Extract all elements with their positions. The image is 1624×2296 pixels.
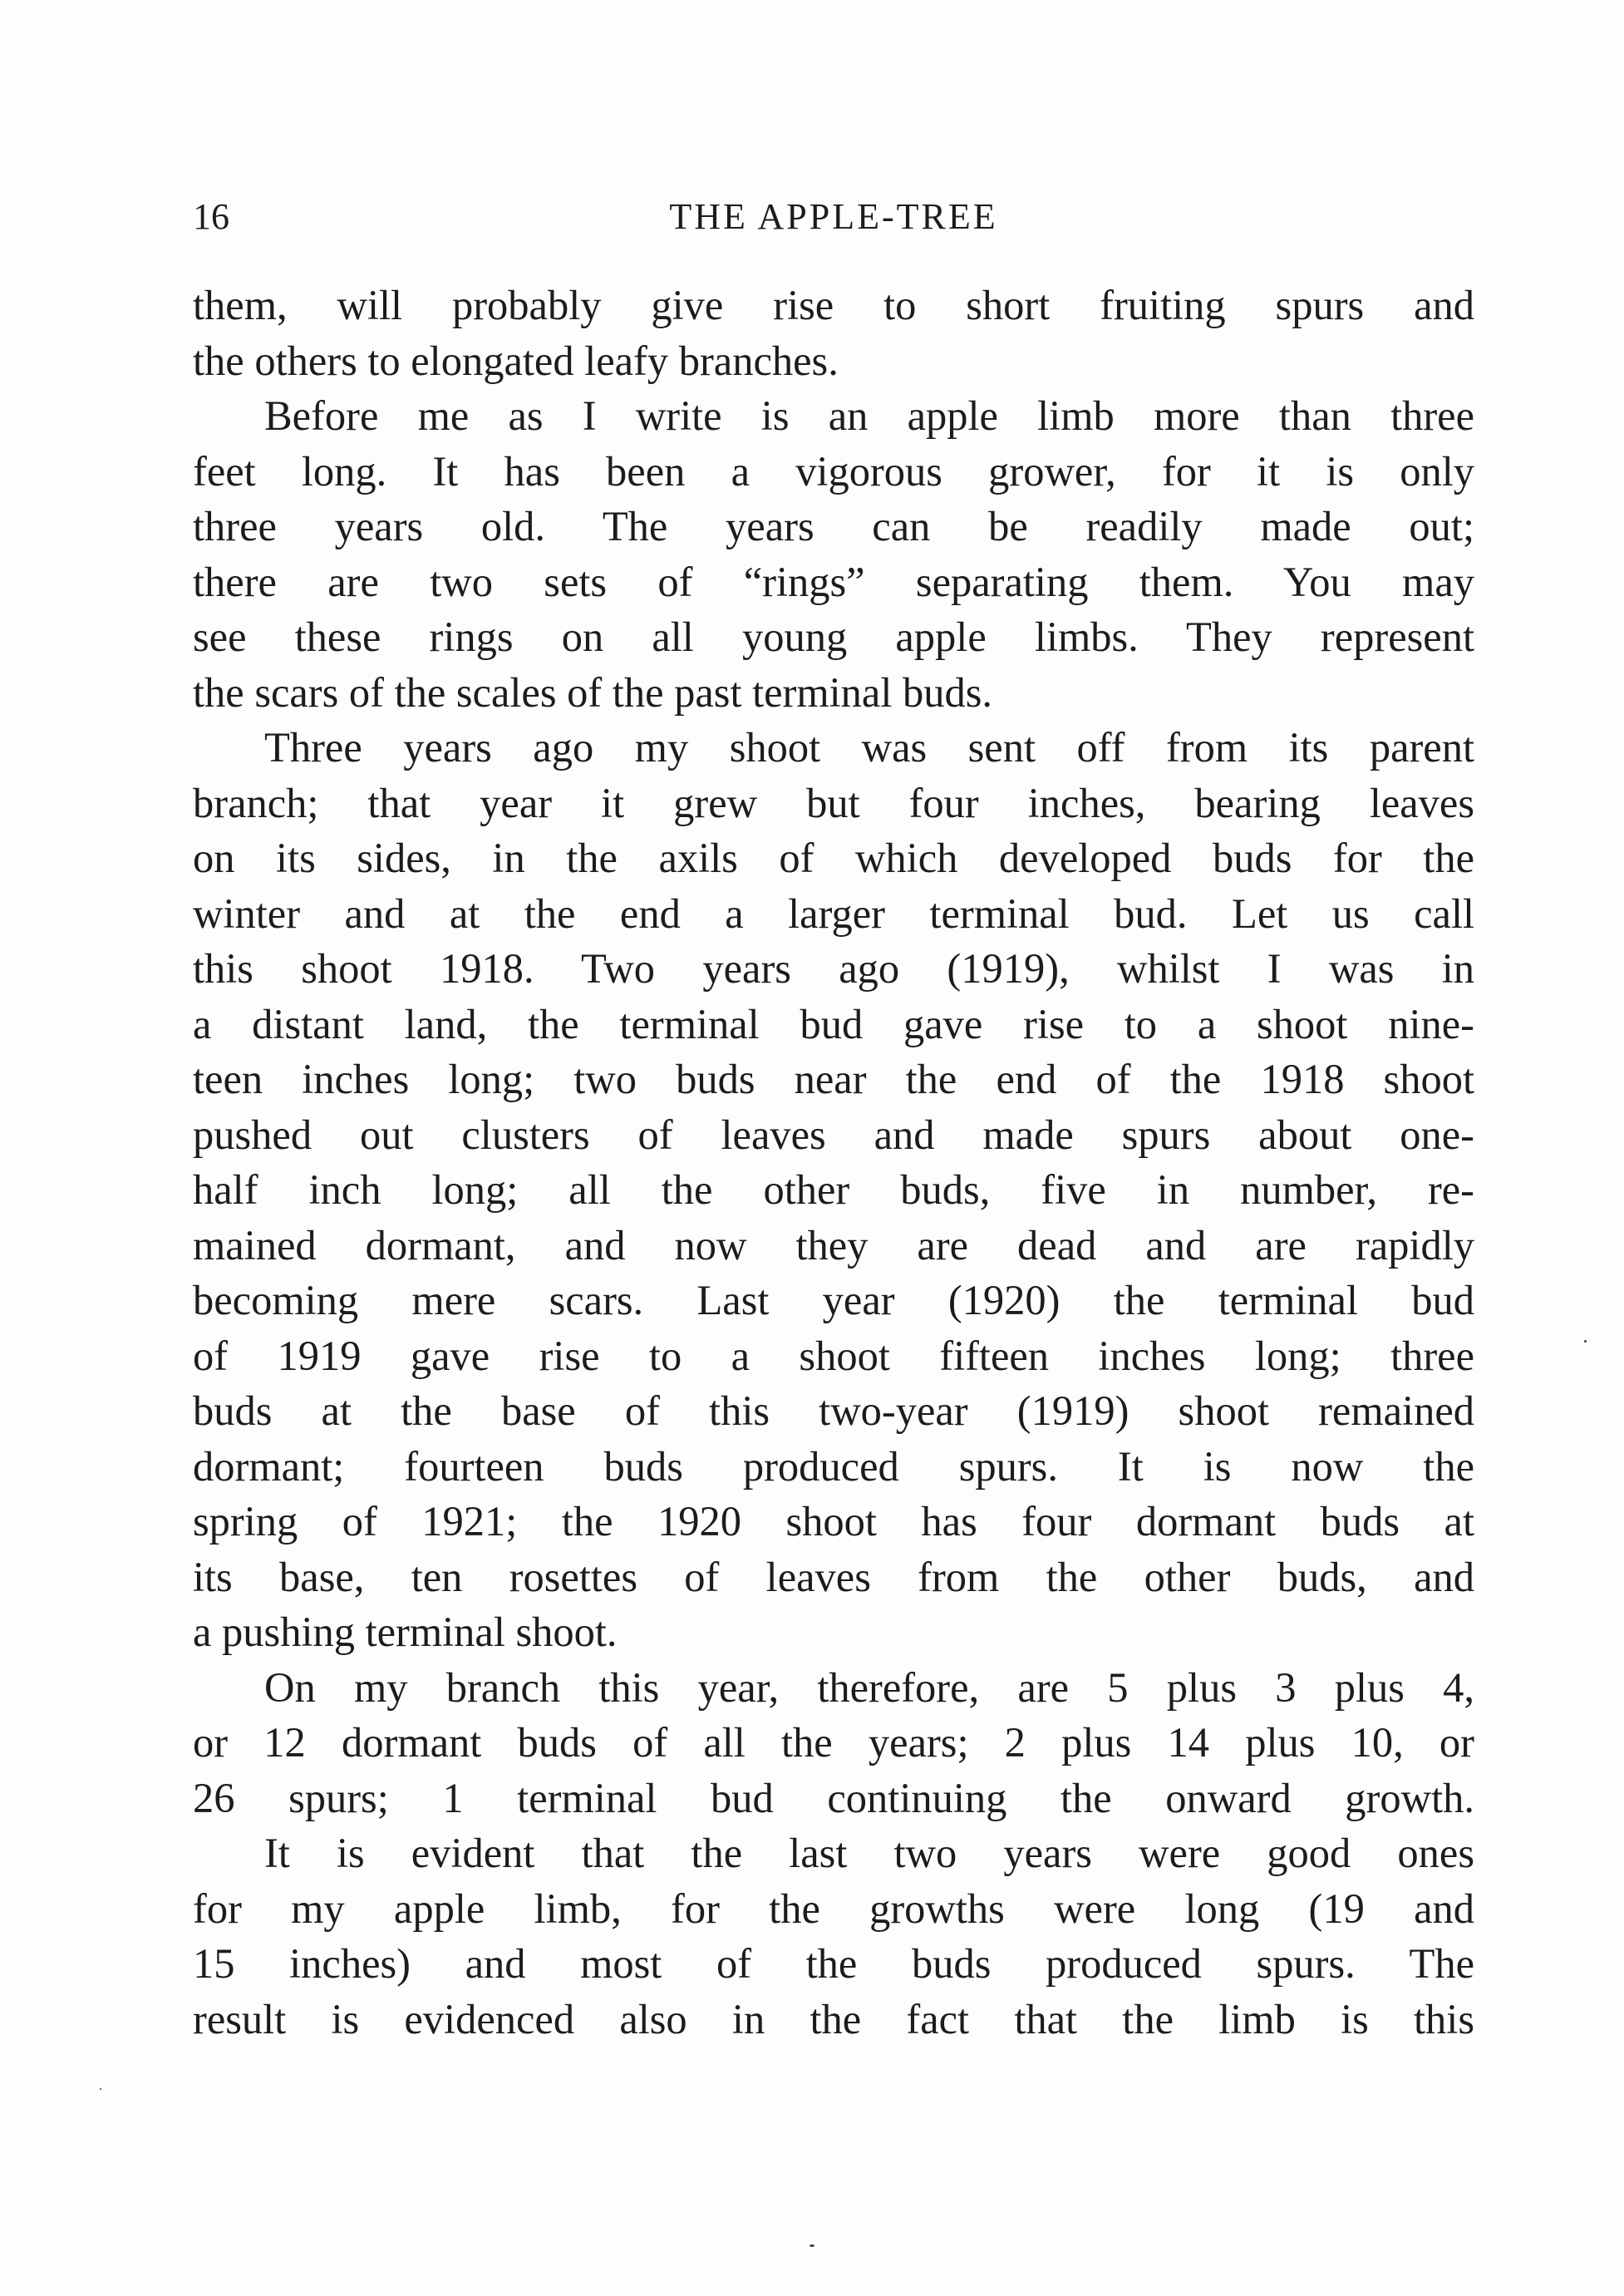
running-title: THE APPLE-TREE xyxy=(669,196,998,237)
text-line: them, will probably give rise to short fruiting spurs and xyxy=(193,282,1474,328)
text-line: a distant land, the terminal bud gave rise to a shoot nine- xyxy=(193,1000,1474,1047)
text-line: this shoot 1918. Two years ago (1919), whilst I was in xyxy=(193,945,1474,992)
text-line: the others to elongated leafy branches. xyxy=(193,337,839,384)
paragraph-bud-count xyxy=(193,1660,1474,1826)
text-line: It is evident that the last two years were good ones xyxy=(264,1830,1474,1876)
text-line: half inch long; all the other buds, five in number, re- xyxy=(193,1166,1474,1213)
text-line: 26 spurs; 1 terminal bud continuing the onward growth. xyxy=(193,1774,1474,1821)
scan-speck xyxy=(100,2088,101,2090)
text-line: buds at the base of this two-year (1919) shoot remained xyxy=(193,1387,1474,1434)
text-line: feet long. It has been a vigorous grower, for it is only xyxy=(193,447,1474,495)
text-line: the scars of the scales of the past terminal buds. xyxy=(193,668,993,716)
text-line: see these rings on all young apple limbs. They represent xyxy=(193,613,1474,660)
text-line: spring of 1921; the 1920 shoot has four dormant buds at xyxy=(193,1498,1474,1545)
scan-speck xyxy=(1584,1340,1587,1343)
text-line: dormant; fourteen buds produced spurs. It is now the xyxy=(193,1442,1474,1490)
text-line: result is evidenced also in the fact that the limb is this xyxy=(193,1995,1474,2042)
text-line: pushed out clusters of leaves and made spurs about one- xyxy=(193,1111,1474,1158)
text-line: On my branch this year, therefore, are 5 plus 3 plus 4, xyxy=(264,1663,1474,1711)
text-line: teen inches long; two buds near the end of the 1918 shoot xyxy=(193,1056,1474,1102)
text-line: Three years ago my shoot was sent off from its parent xyxy=(264,724,1474,771)
text-line: for my apple limb, for the growths were long (19 and xyxy=(193,1885,1474,1932)
scan-speck xyxy=(810,2244,814,2247)
text-line: becoming mere scars. Last year (1920) the terminal bud xyxy=(193,1277,1474,1323)
text-line: Before me as I write is an apple limb more than three xyxy=(264,392,1474,439)
text-line: of 1919 gave rise to a shoot fifteen inches long; three xyxy=(193,1332,1474,1379)
paragraph-good-years xyxy=(193,1825,1474,2047)
paragraph-shoot-history xyxy=(193,720,1474,1660)
body-text xyxy=(193,278,1474,2047)
paragraph-continuation xyxy=(193,278,1474,388)
text-line: three years old. The years can be readily made out; xyxy=(193,503,1474,549)
text-line: on its sides, in the axils of which developed buds for the xyxy=(193,835,1474,881)
page-number: 16 xyxy=(193,196,229,237)
paragraph-apple-limb xyxy=(193,388,1474,720)
text-line: winter and at the end a larger terminal bud. Let us call xyxy=(193,889,1474,937)
running-head xyxy=(193,188,1474,246)
text-line: its base, ten rosettes of leaves from the other buds, and xyxy=(193,1553,1474,1600)
text-line: a pushing terminal shoot. xyxy=(193,1609,618,1655)
text-line: branch; that year it grew but four inches, bearing leaves xyxy=(193,779,1474,826)
text-line: mained dormant, and now they are dead and are rapidly xyxy=(193,1221,1474,1269)
text-line: there are two sets of “rings” separating them. You may xyxy=(193,558,1474,605)
text-line: or 12 dormant buds of all the years; 2 plus 14 plus 10, or xyxy=(193,1719,1474,1766)
text-line: 15 inches) and most of the buds produced spurs. The xyxy=(193,1940,1474,1987)
